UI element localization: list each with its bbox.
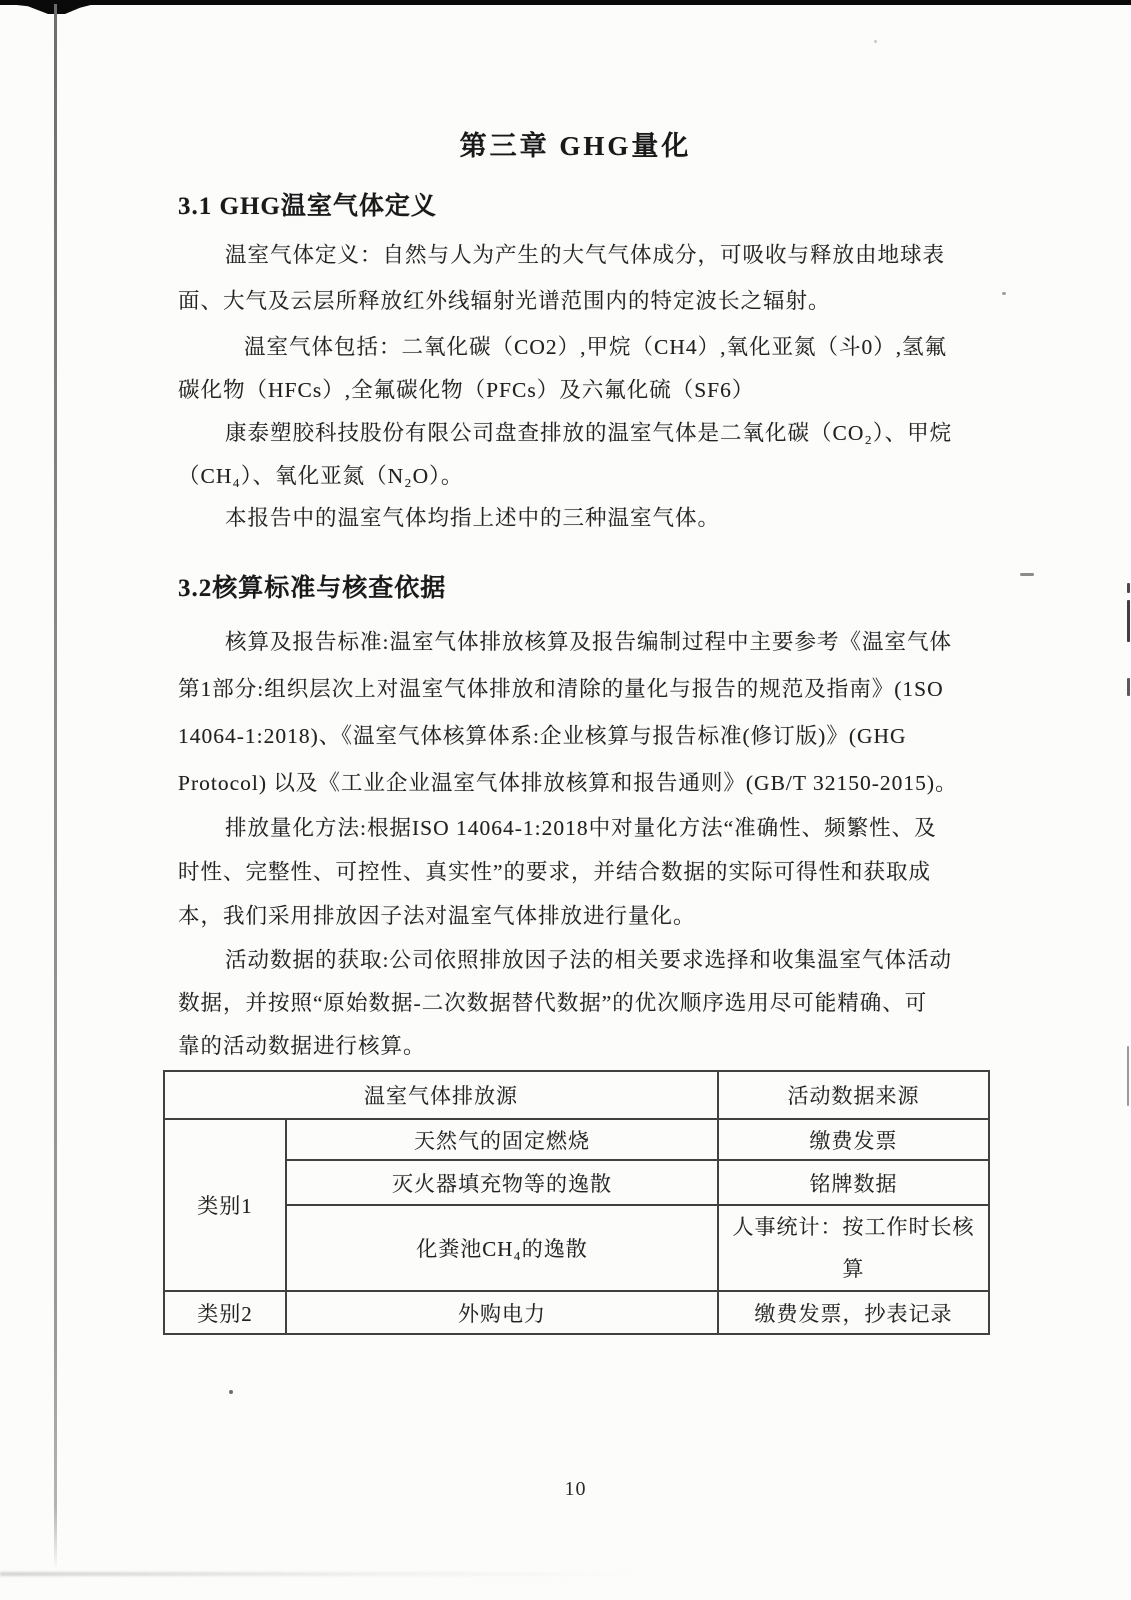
table-header-row bbox=[164, 1071, 989, 1119]
scan-speck bbox=[229, 1390, 233, 1394]
scan-bottom-shadow bbox=[0, 1572, 640, 1576]
body-line: 温室气体定义：自然与人为产生的大气气体成分，可吸收与释放由地球表 bbox=[225, 243, 946, 267]
body-line: 温室气体包括：二氧化碳（CO2）,甲烷（CH4）,氧化亚氮（斗0）,氢氟 bbox=[244, 335, 948, 359]
body-line: 面、大气及云层所释放红外线辐射光谱范围内的特定波长之辐射。 bbox=[178, 289, 831, 313]
emission-source-table bbox=[163, 1070, 990, 1335]
scan-speck bbox=[1020, 573, 1034, 576]
scan-edge-mark bbox=[1127, 678, 1130, 696]
body-line: 14064-1:2018)、《温室气体核算体系:企业核算与报告标准(修订版)》(GHG bbox=[178, 724, 907, 748]
cell-source: 化粪池CH₄的逸散 bbox=[286, 1205, 718, 1291]
scan-speck bbox=[874, 40, 877, 43]
cell-data: 缴费发票 bbox=[718, 1119, 989, 1160]
scan-fold-line bbox=[54, 4, 57, 1570]
body-line: 康泰塑胶科技股份有限公司盘查排放的温室气体是二氧化碳（CO₂）、甲烷 bbox=[225, 421, 953, 445]
cell-category-2: 类别2 bbox=[164, 1291, 286, 1334]
cell-data: 铭牌数据 bbox=[718, 1160, 989, 1205]
scan-top-edge-bar bbox=[0, 0, 1131, 5]
cell-data: 缴费发票，抄表记录 bbox=[718, 1291, 989, 1334]
chapter-title: 第三章 GHG量化 bbox=[459, 131, 692, 161]
cell-category-1: 类别1 bbox=[164, 1119, 286, 1291]
body-line: 第1部分:组织层次上对温室气体排放和清除的量化与报告的规范及指南》(1SO bbox=[178, 677, 944, 701]
body-line: Protocol) 以及《工业企业温室气体排放核算和报告通则》(GB/T 32150-2015)。 bbox=[178, 771, 958, 795]
table-row bbox=[164, 1291, 989, 1334]
body-line: 靠的活动数据进行核算。 bbox=[178, 1034, 426, 1058]
body-line: （CH₄）、氧化亚氮（N₂O）。 bbox=[178, 464, 464, 488]
header-emission-source: 温室气体排放源 bbox=[164, 1071, 718, 1119]
page-number: 10 bbox=[564, 1478, 587, 1500]
scan-edge-mark bbox=[1127, 1046, 1129, 1106]
table-row bbox=[164, 1160, 989, 1205]
scan-top-edge-blob bbox=[10, 0, 110, 14]
body-line: 数据，并按照“原始数据-二次数据替代数据”的优次顺序选用尽可能精确、可 bbox=[178, 991, 928, 1015]
cell-data: 人事统计：按工作时长核算 bbox=[718, 1205, 989, 1291]
body-line: 活动数据的获取:公司依照排放因子法的相关要求选择和收集温室气体活动 bbox=[225, 948, 952, 972]
scan-edge-mark bbox=[1127, 600, 1130, 642]
section-heading-3-2: 3.2核算标准与核查依据 bbox=[178, 575, 447, 602]
cell-source: 天然气的固定燃烧 bbox=[286, 1119, 718, 1160]
cell-source: 外购电力 bbox=[286, 1291, 718, 1334]
body-line: 排放量化方法:根据ISO 14064-1:2018中对量化方法“准确性、频繁性、及 bbox=[225, 816, 937, 840]
table-row bbox=[164, 1205, 989, 1291]
body-line: 碳化物（HFCs）,全氟碳化物（PFCs）及六氟化硫（SF6） bbox=[178, 378, 755, 402]
scan-speck bbox=[1002, 292, 1006, 295]
header-data-source: 活动数据来源 bbox=[718, 1071, 989, 1119]
section-heading-3-1: 3.1 GHG温室气体定义 bbox=[178, 193, 437, 220]
body-line: 时性、完整性、可控性、真实性”的要求，并结合数据的实际可得性和获取成 bbox=[178, 860, 932, 884]
body-line: 本报告中的温室气体均指上述中的三种温室气体。 bbox=[225, 506, 721, 530]
table-row bbox=[164, 1119, 989, 1160]
cell-source: 灭火器填充物等的逸散 bbox=[286, 1160, 718, 1205]
body-line: 本，我们采用排放因子法对温室气体排放进行量化。 bbox=[178, 904, 696, 928]
scan-edge-mark bbox=[1127, 583, 1130, 593]
body-line: 核算及报告标准:温室气体排放核算及报告编制过程中主要参考《温室气体 bbox=[225, 630, 952, 654]
